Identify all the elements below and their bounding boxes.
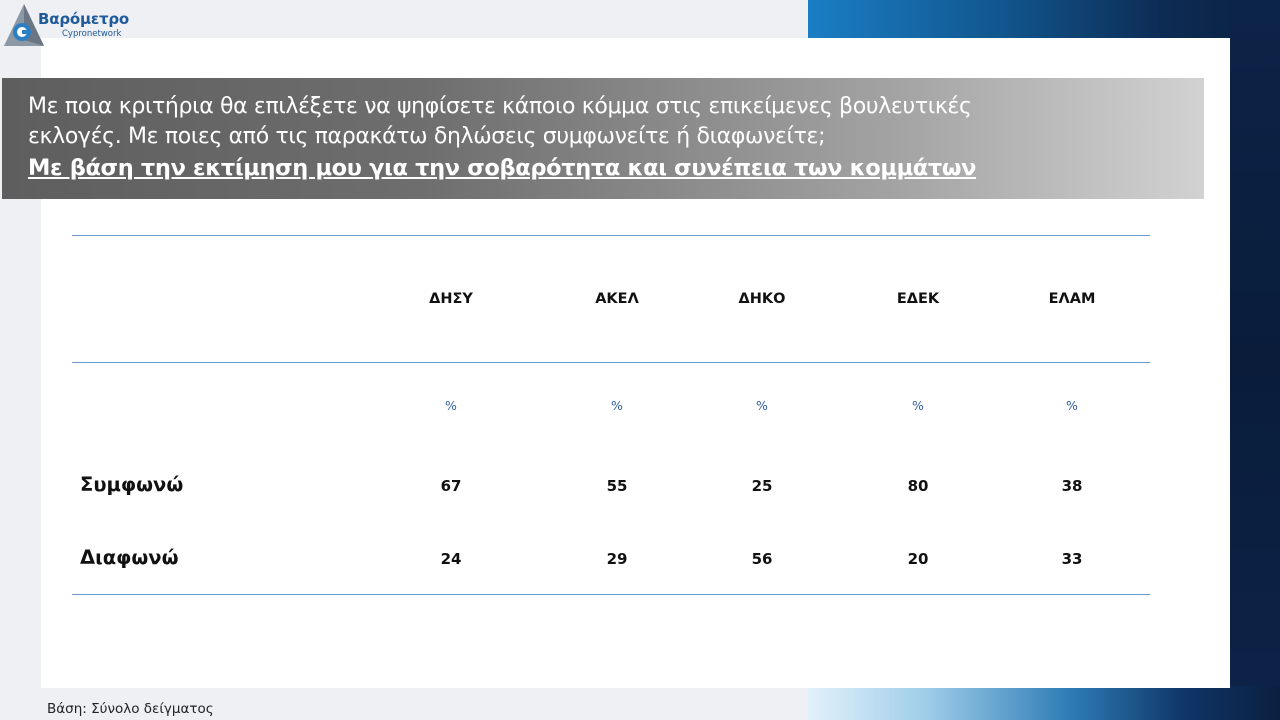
unit-label: % [756,398,768,413]
top-decor-band [808,0,1280,40]
question-banner [2,78,1204,199]
table-top-rule [72,235,1150,236]
row-label-disagree: Διαφωνώ [80,546,179,569]
column-header-elam: ΕΛΑΜ [1048,291,1096,307]
column-header-akel: ΑΚΕΛ [595,291,639,307]
logo-subtitle: Cypronetwork [62,29,122,39]
unit-label: % [912,398,924,413]
table-cell: 55 [606,477,628,495]
column-header-edek: ΕΔΕΚ [896,291,940,307]
table-cell: 67 [440,477,462,495]
base-footnote: Βάση: Σύνολο δείγματος [47,701,214,717]
table-cell: 24 [440,550,462,568]
bottom-decor-band [808,686,1280,720]
row-label-agree: Συμφωνώ [80,473,184,496]
question-line-2: εκλογές. Με ποιες από τις παρακάτω δηλώσεις συμφωνείτε ή διαφωνείτε; [28,124,826,149]
table-cell: 33 [1061,550,1083,568]
table-cell: 80 [907,477,929,495]
unit-label: % [1066,398,1078,413]
table-cell: 20 [907,550,929,568]
table-bottom-rule [72,594,1150,595]
table-cell: 38 [1061,477,1083,495]
table-cell: 25 [751,477,773,495]
logo-title: Βαρόμετρο [38,10,129,28]
right-decor-band [1228,0,1280,720]
table-cell: 56 [751,550,773,568]
question-line-1: Με ποια κριτήρια θα επιλέξετε να ψηφίσετε κάποιο κόμμα στις επικείμενες βουλευτικές [28,94,972,119]
header-divider [72,362,1150,363]
question-subheading: Με βάση την εκτίμηση μου για την σοβαρότητα και συνέπεια των κομμάτων [28,155,977,181]
logo [2,2,132,48]
column-header-disy: ΔΗΣΥ [429,291,473,307]
unit-label: % [445,398,457,413]
table-cell: 29 [606,550,628,568]
unit-label: % [611,398,623,413]
column-header-diko: ΔΗΚΟ [738,291,786,307]
